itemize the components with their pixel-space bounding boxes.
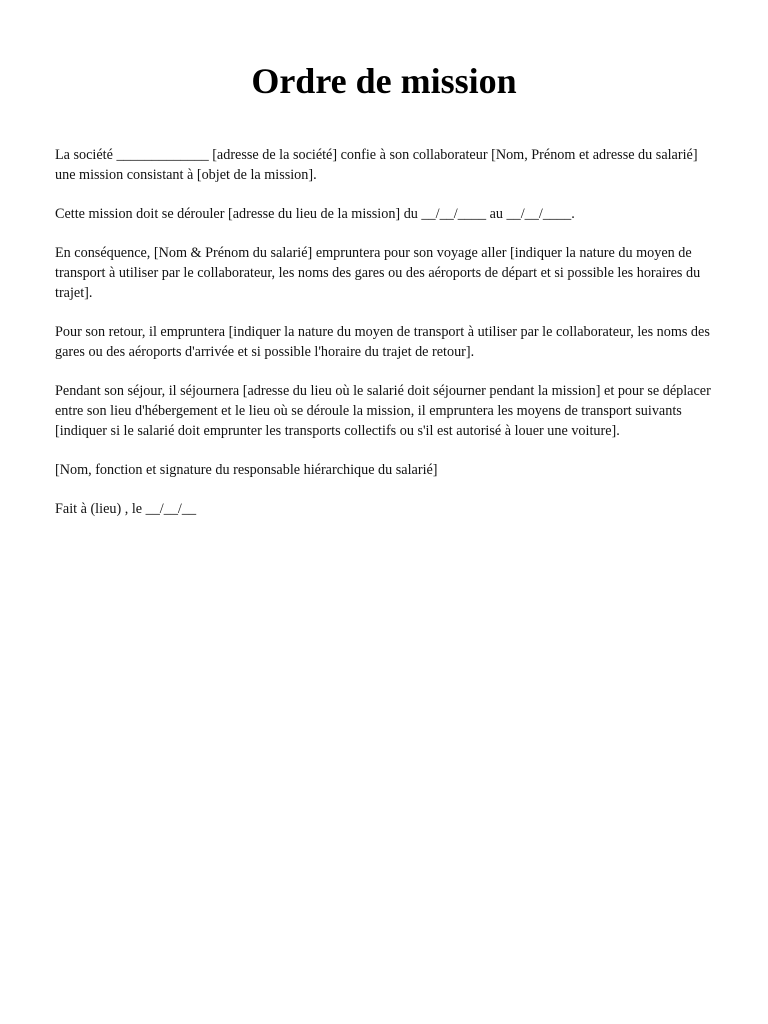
document-body <box>55 145 715 538</box>
paragraph-stay-details: Pendant son séjour, il séjournera [adresse du lieu où le salarié doit séjourner pendant la mission] et pour se déplacer entre son lieu d'hébergement et le lieu où se déroule la mission, il empruntera les moyens de transport suivants [indiquer si le salarié doit emprunter les transports collectifs ou s'il est autorisé à louer une voiture]. <box>55 383 711 439</box>
paragraph-return-travel: Pour son retour, il empruntera [indiquer la nature du moyen de transport à utiliser par le collaborateur, les noms des gares ou des aéroports d'arrivée et si possible l'horaire du trajet de retour]. <box>55 324 710 360</box>
paragraph-manager-signature: [Nom, fonction et signature du responsable hiérarchique du salarié] <box>55 462 438 478</box>
paragraph-mission-location-dates: Cette mission doit se dérouler [adresse du lieu de la mission] du __/__/____ au __/__/____. <box>55 206 575 222</box>
document-title: Ordre de mission <box>251 61 517 101</box>
paragraph-outbound-travel: En conséquence, [Nom & Prénom du salarié] empruntera pour son voyage aller [indiquer la nature du moyen de transport à utiliser par le collaborateur, les noms des gares ou des aéroports de départ et si possible les horaires du trajet]. <box>55 245 701 301</box>
paragraph-place-date: Fait à (lieu) , le __/__/__ <box>55 501 197 517</box>
paragraph-company-mission: La société _____________ [adresse de la société] confie à son collaborateur [Nom, Prénom et adresse du salarié] une mission consistant à [objet de la mission]. <box>55 147 698 183</box>
